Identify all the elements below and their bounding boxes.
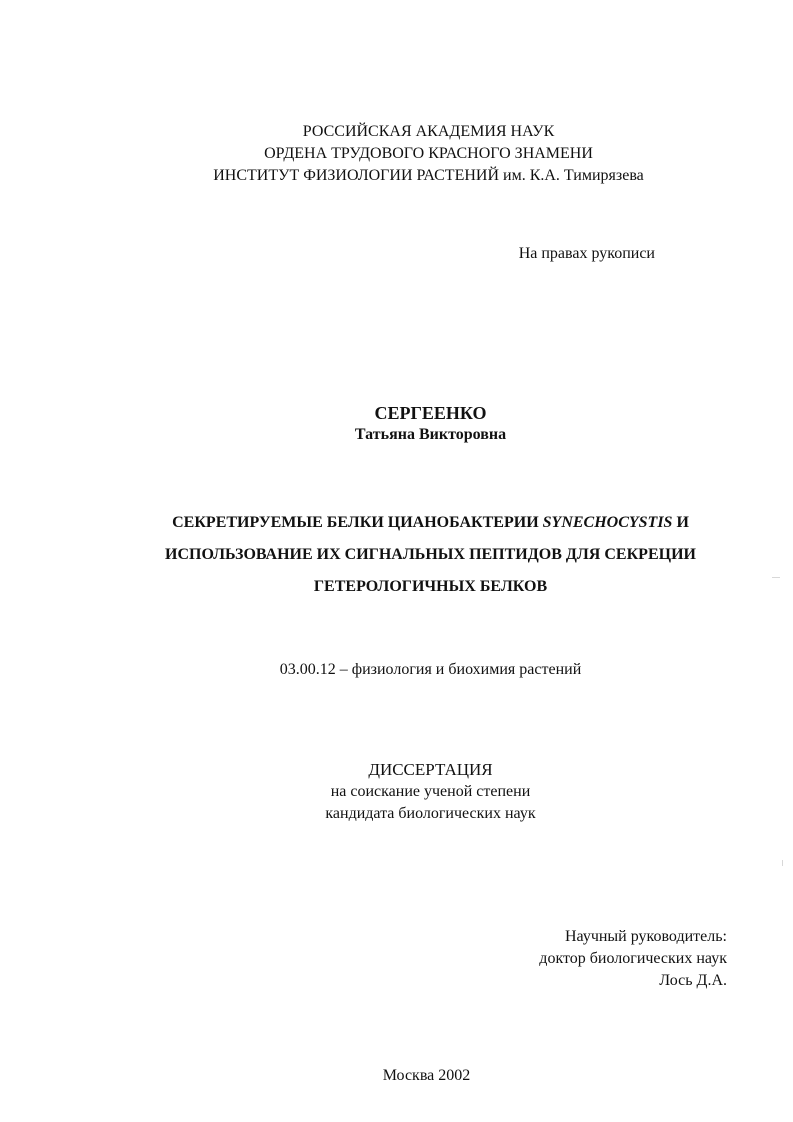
institution-line-order: ОРДЕНА ТРУДОВОГО КРАСНОГО ЗНАМЕНИ xyxy=(264,145,593,162)
specialty-code xyxy=(34,659,793,681)
title-line-1 xyxy=(34,507,793,539)
title-genus: SYNECHOCYSTIS xyxy=(542,514,673,531)
rights-note: На правах рукописи xyxy=(518,245,655,262)
supervisor-name: Лось Д.А. xyxy=(659,972,727,989)
author-surname: СЕРГЕЕНКО xyxy=(374,403,487,423)
degree-name: кандидата биологических наук xyxy=(325,805,536,822)
author-given-names: Татьяна Викторовна xyxy=(354,426,507,443)
place-and-year xyxy=(30,1065,793,1087)
institution-header xyxy=(32,121,793,187)
title-line-3: ГЕТЕРОЛОГИЧНЫХ БЕЛКОВ xyxy=(313,578,548,595)
supervisor-label: Научный руководитель: xyxy=(564,928,727,945)
city-year: Москва 2002 xyxy=(382,1067,471,1084)
author-block xyxy=(34,402,793,446)
title-line-2: ИСПОЛЬЗОВАНИЕ ИХ СИГНАЛЬНЫХ ПЕПТИДОВ ДЛЯ СЕКРЕЦИИ xyxy=(165,546,696,563)
institution-line-academy: РОССИЙСКАЯ АКАДЕМИЯ НАУК xyxy=(302,123,555,140)
scan-artifact-mark xyxy=(782,860,783,866)
dissertation-label: ДИССЕРТАЦИЯ xyxy=(368,760,493,779)
institution-line-institute: ИНСТИТУТ ФИЗИОЛОГИИ РАСТЕНИЙ им. К.А. Тимирязева xyxy=(213,167,644,184)
dissertation-title xyxy=(34,507,793,603)
title-line-1-suffix: И xyxy=(672,514,689,531)
specialty-text: 03.00.12 – физиология и биохимия растений xyxy=(279,661,582,678)
degree-purpose: на соискание ученой степени xyxy=(330,783,531,800)
title-line-1-prefix: СЕКРЕТИРУЕМЫЕ БЕЛКИ ЦИАНОБАКТЕРИИ xyxy=(172,514,543,531)
supervisor-block xyxy=(539,926,727,992)
dissertation-type xyxy=(34,759,793,825)
supervisor-degree: доктор биологических наук xyxy=(539,950,727,967)
scan-artifact-mark xyxy=(772,577,780,578)
